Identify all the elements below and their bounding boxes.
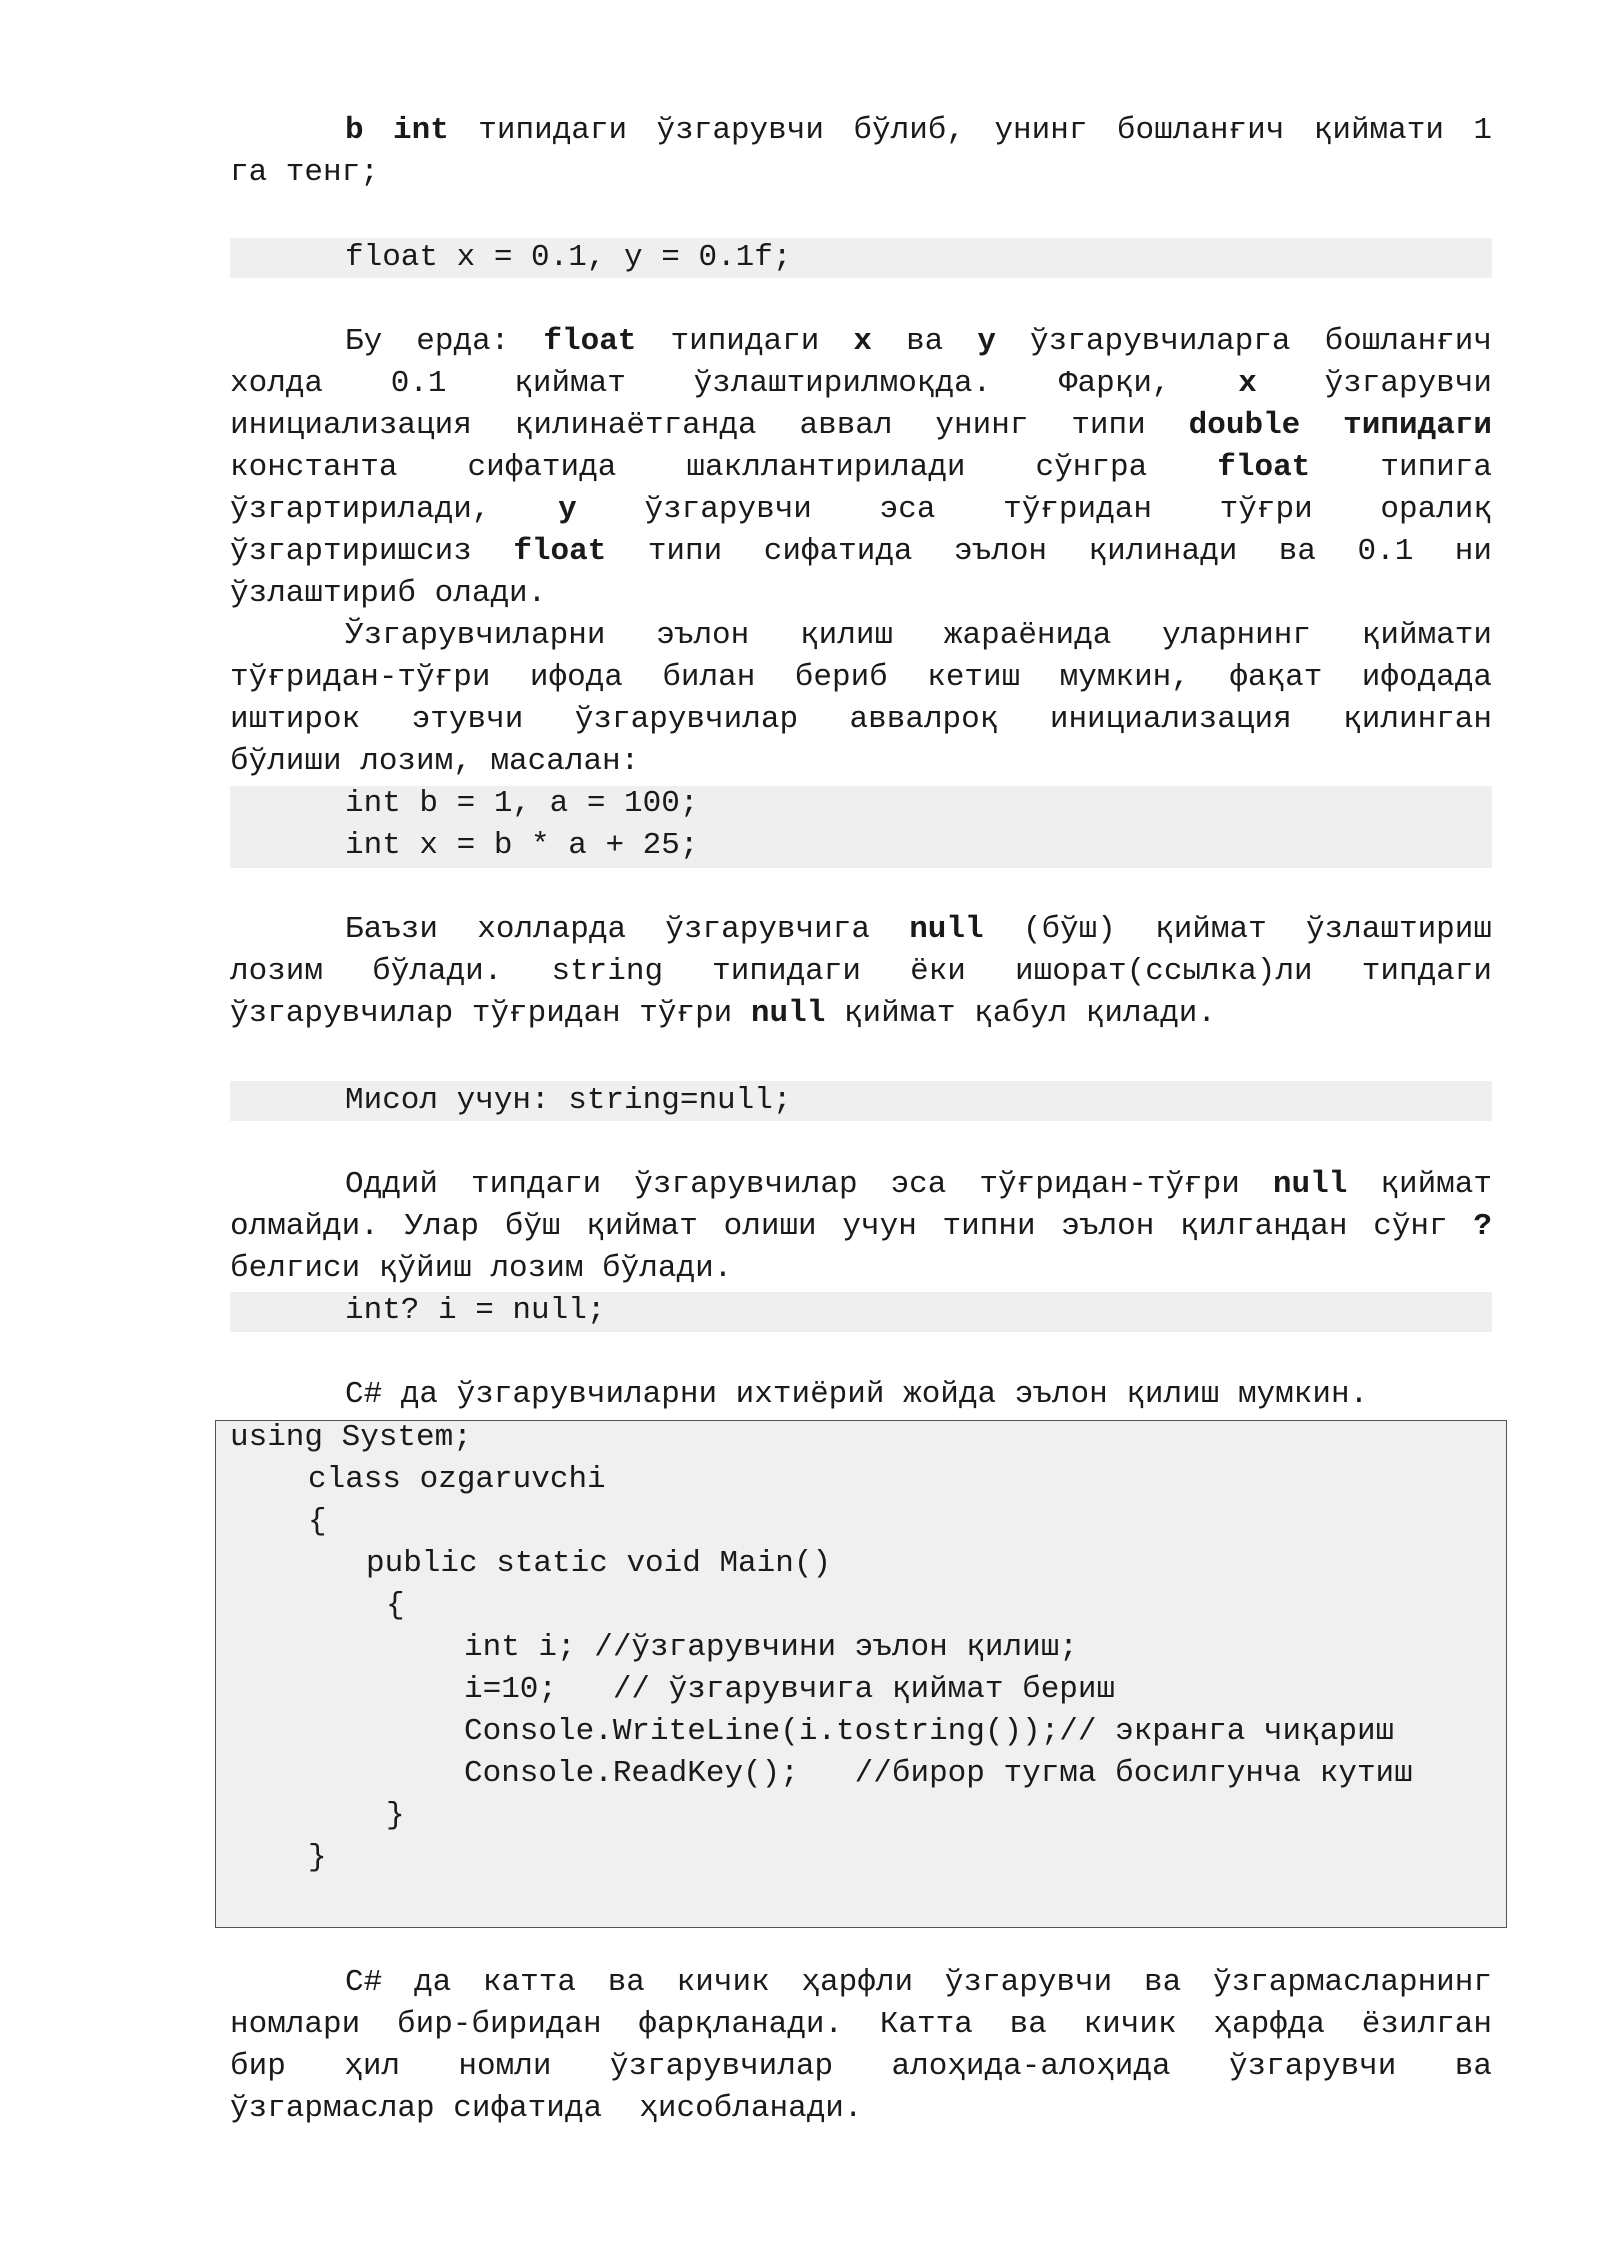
keyword-float: float — [543, 324, 637, 359]
keyword-float: float — [1217, 450, 1311, 485]
paragraph-line — [230, 321, 1492, 363]
code-line: } — [386, 1798, 405, 1833]
keyword-null: null — [909, 912, 984, 947]
text-run: ўзгарувчи эса тўғридан тўғри оралиқ — [576, 492, 1492, 527]
code-text: int b = 1, a = 100; — [345, 786, 699, 821]
paragraph-case-sensitivity — [230, 1962, 1492, 2130]
text-run: инициализация қилинаётганда аввал унинг типи — [230, 408, 1189, 443]
paragraph-line: белгиси қўйиш лозим бўлади. — [230, 1251, 733, 1286]
keyword-null: null — [1272, 1167, 1348, 1202]
text-run: ва — [872, 324, 978, 359]
program-code-box — [215, 1420, 1507, 1928]
keyword-y: y — [558, 492, 577, 527]
paragraph-line — [230, 363, 1492, 405]
paragraph-line — [230, 909, 1492, 951]
text-run: олмайди. Улар бўш қиймат олиши учун типни эълон қилгандан сўнг — [230, 1209, 1474, 1244]
paragraph-line: бир ҳил номли ўзгарувчилар алоҳида-алоҳида ўзгарувчи ва — [230, 2049, 1492, 2084]
keyword-x: x — [1238, 366, 1257, 401]
paragraph-line: иштирок этувчи ўзгарувчилар аввалроқ инициализация қилинган — [230, 702, 1492, 737]
text-run: қиймат қабул қилади. — [825, 996, 1216, 1031]
text-run: холда 0.1 қиймат ўзлаштирилмоқда. Фарқи, — [230, 366, 1239, 401]
paragraph-line — [230, 405, 1492, 447]
paragraph-line: C# да ўзгарувчиларни ихтиёрий жойда эълон қилиш мумкин. — [345, 1377, 1369, 1412]
text-run: типи сифатида эълон қилинади ва 0.1 ни — [606, 534, 1492, 569]
text-run: қиймат — [1347, 1167, 1492, 1202]
paragraph-initialization — [230, 615, 1492, 783]
paragraph-nullable — [230, 1164, 1492, 1290]
paragraph-null — [230, 909, 1492, 1035]
code-text: Мисол учун: string=null; — [345, 1083, 792, 1118]
code-text: int x = b * a + 25; — [345, 828, 699, 863]
text-run: типидаги — [636, 324, 854, 359]
code-text: int? i = null; — [345, 1293, 606, 1328]
paragraph-line — [230, 531, 1492, 573]
paragraph-line — [230, 1206, 1492, 1248]
keyword-b: b — [345, 113, 364, 148]
text-run: Баъзи холларда ўзгарувчига — [345, 912, 910, 947]
paragraph-line — [230, 489, 1492, 531]
code-line-float — [230, 237, 1492, 279]
keyword-null: null — [750, 996, 826, 1031]
paragraph-float-explanation — [230, 321, 1492, 615]
paragraph-line: номлари бир-биридан фарқланади. Катта ва кичик ҳарфда ёзилган — [230, 2007, 1492, 2042]
text-run: ўзгарувчилар тўғридан тўғри — [230, 996, 751, 1031]
code-line-example — [230, 1080, 1492, 1122]
text-run: Оддий типдаги ўзгарувчилар эса тўғридан-тўғри — [345, 1167, 1273, 1202]
code-line: int i; //ўзгарувчини эълон қилиш; — [464, 1630, 1078, 1665]
keyword-x: x — [853, 324, 872, 359]
paragraph-line: Ўзгарувчиларни эълон қилиш жараёнида уларнинг қиймати — [345, 618, 1492, 653]
keyword-question-mark: ? — [1473, 1209, 1492, 1244]
code-line: i=10; // ўзгарувчига қиймат бериш — [464, 1672, 1116, 1707]
paragraph-line: ўзлаштириб олади. — [230, 576, 547, 611]
paragraph-line: бўлиши лозим, масалан: — [230, 744, 640, 779]
text-run: типидаги ўзгарувчи бўлиб, унинг бошланғич қиймати 1 — [448, 113, 1492, 148]
text-run: ўзгартиришсиз — [230, 534, 514, 569]
text-run: ўзгартирилади, — [230, 492, 559, 527]
code-line: class ozgaruvchi — [308, 1462, 606, 1497]
text-run: типига — [1310, 450, 1492, 485]
keyword-double: double типидаги — [1188, 408, 1493, 443]
code-text: float x = 0.1, y = 0.1f; — [345, 240, 792, 275]
text-run: (бўш) қиймат ўзлаштириш — [983, 912, 1492, 947]
keyword-float: float — [513, 534, 607, 569]
paragraph-line — [230, 447, 1492, 489]
code-line-nullable — [230, 1290, 1492, 1332]
keyword-int: int — [393, 113, 449, 148]
text-run: ўзгарувчи — [1256, 366, 1492, 401]
text-run: ўзгарувчиларга бошланғич — [995, 324, 1493, 359]
code-line: using System; — [230, 1420, 472, 1455]
paragraph-line: га тенг; — [230, 155, 379, 190]
paragraph-line: тўғридан-тўғри ифода билан бериб кетиш мумкин, фақат ифодада — [230, 660, 1492, 695]
paragraph-line: лозим бўлади. string типидаги ёки ишорат(ссылка)ли типдаги — [230, 954, 1492, 989]
code-line: { — [308, 1504, 327, 1539]
paragraph-line — [230, 1164, 1492, 1206]
code-line: public static void Main() — [366, 1546, 832, 1581]
keyword-y: y — [977, 324, 996, 359]
code-line: { — [386, 1588, 405, 1623]
text-run: константа сифатида шакллантирилади сўнгра — [230, 450, 1218, 485]
paragraph-line — [230, 110, 1492, 152]
paragraph-declaration — [230, 1374, 1492, 1416]
code-line: Console.ReadKey(); //бирор тугма босилгунча кутиш — [464, 1756, 1413, 1791]
paragraph-line: ўзгармаслар сифатида ҳисобланади. — [230, 2091, 863, 2126]
space — [364, 113, 393, 148]
paragraph-line — [230, 993, 1492, 1035]
code-line: Console.WriteLine(i.tostring());// экранга чиқариш — [464, 1714, 1395, 1749]
paragraph-line: C# да катта ва кичик ҳарфли ўзгарувчи ва ўзгармасларнинг — [345, 1965, 1492, 2000]
paragraph-b-int — [230, 110, 1492, 194]
code-line: } — [308, 1840, 327, 1875]
code-block-int — [230, 783, 1492, 867]
text-run: Бу ерда: — [345, 324, 544, 359]
